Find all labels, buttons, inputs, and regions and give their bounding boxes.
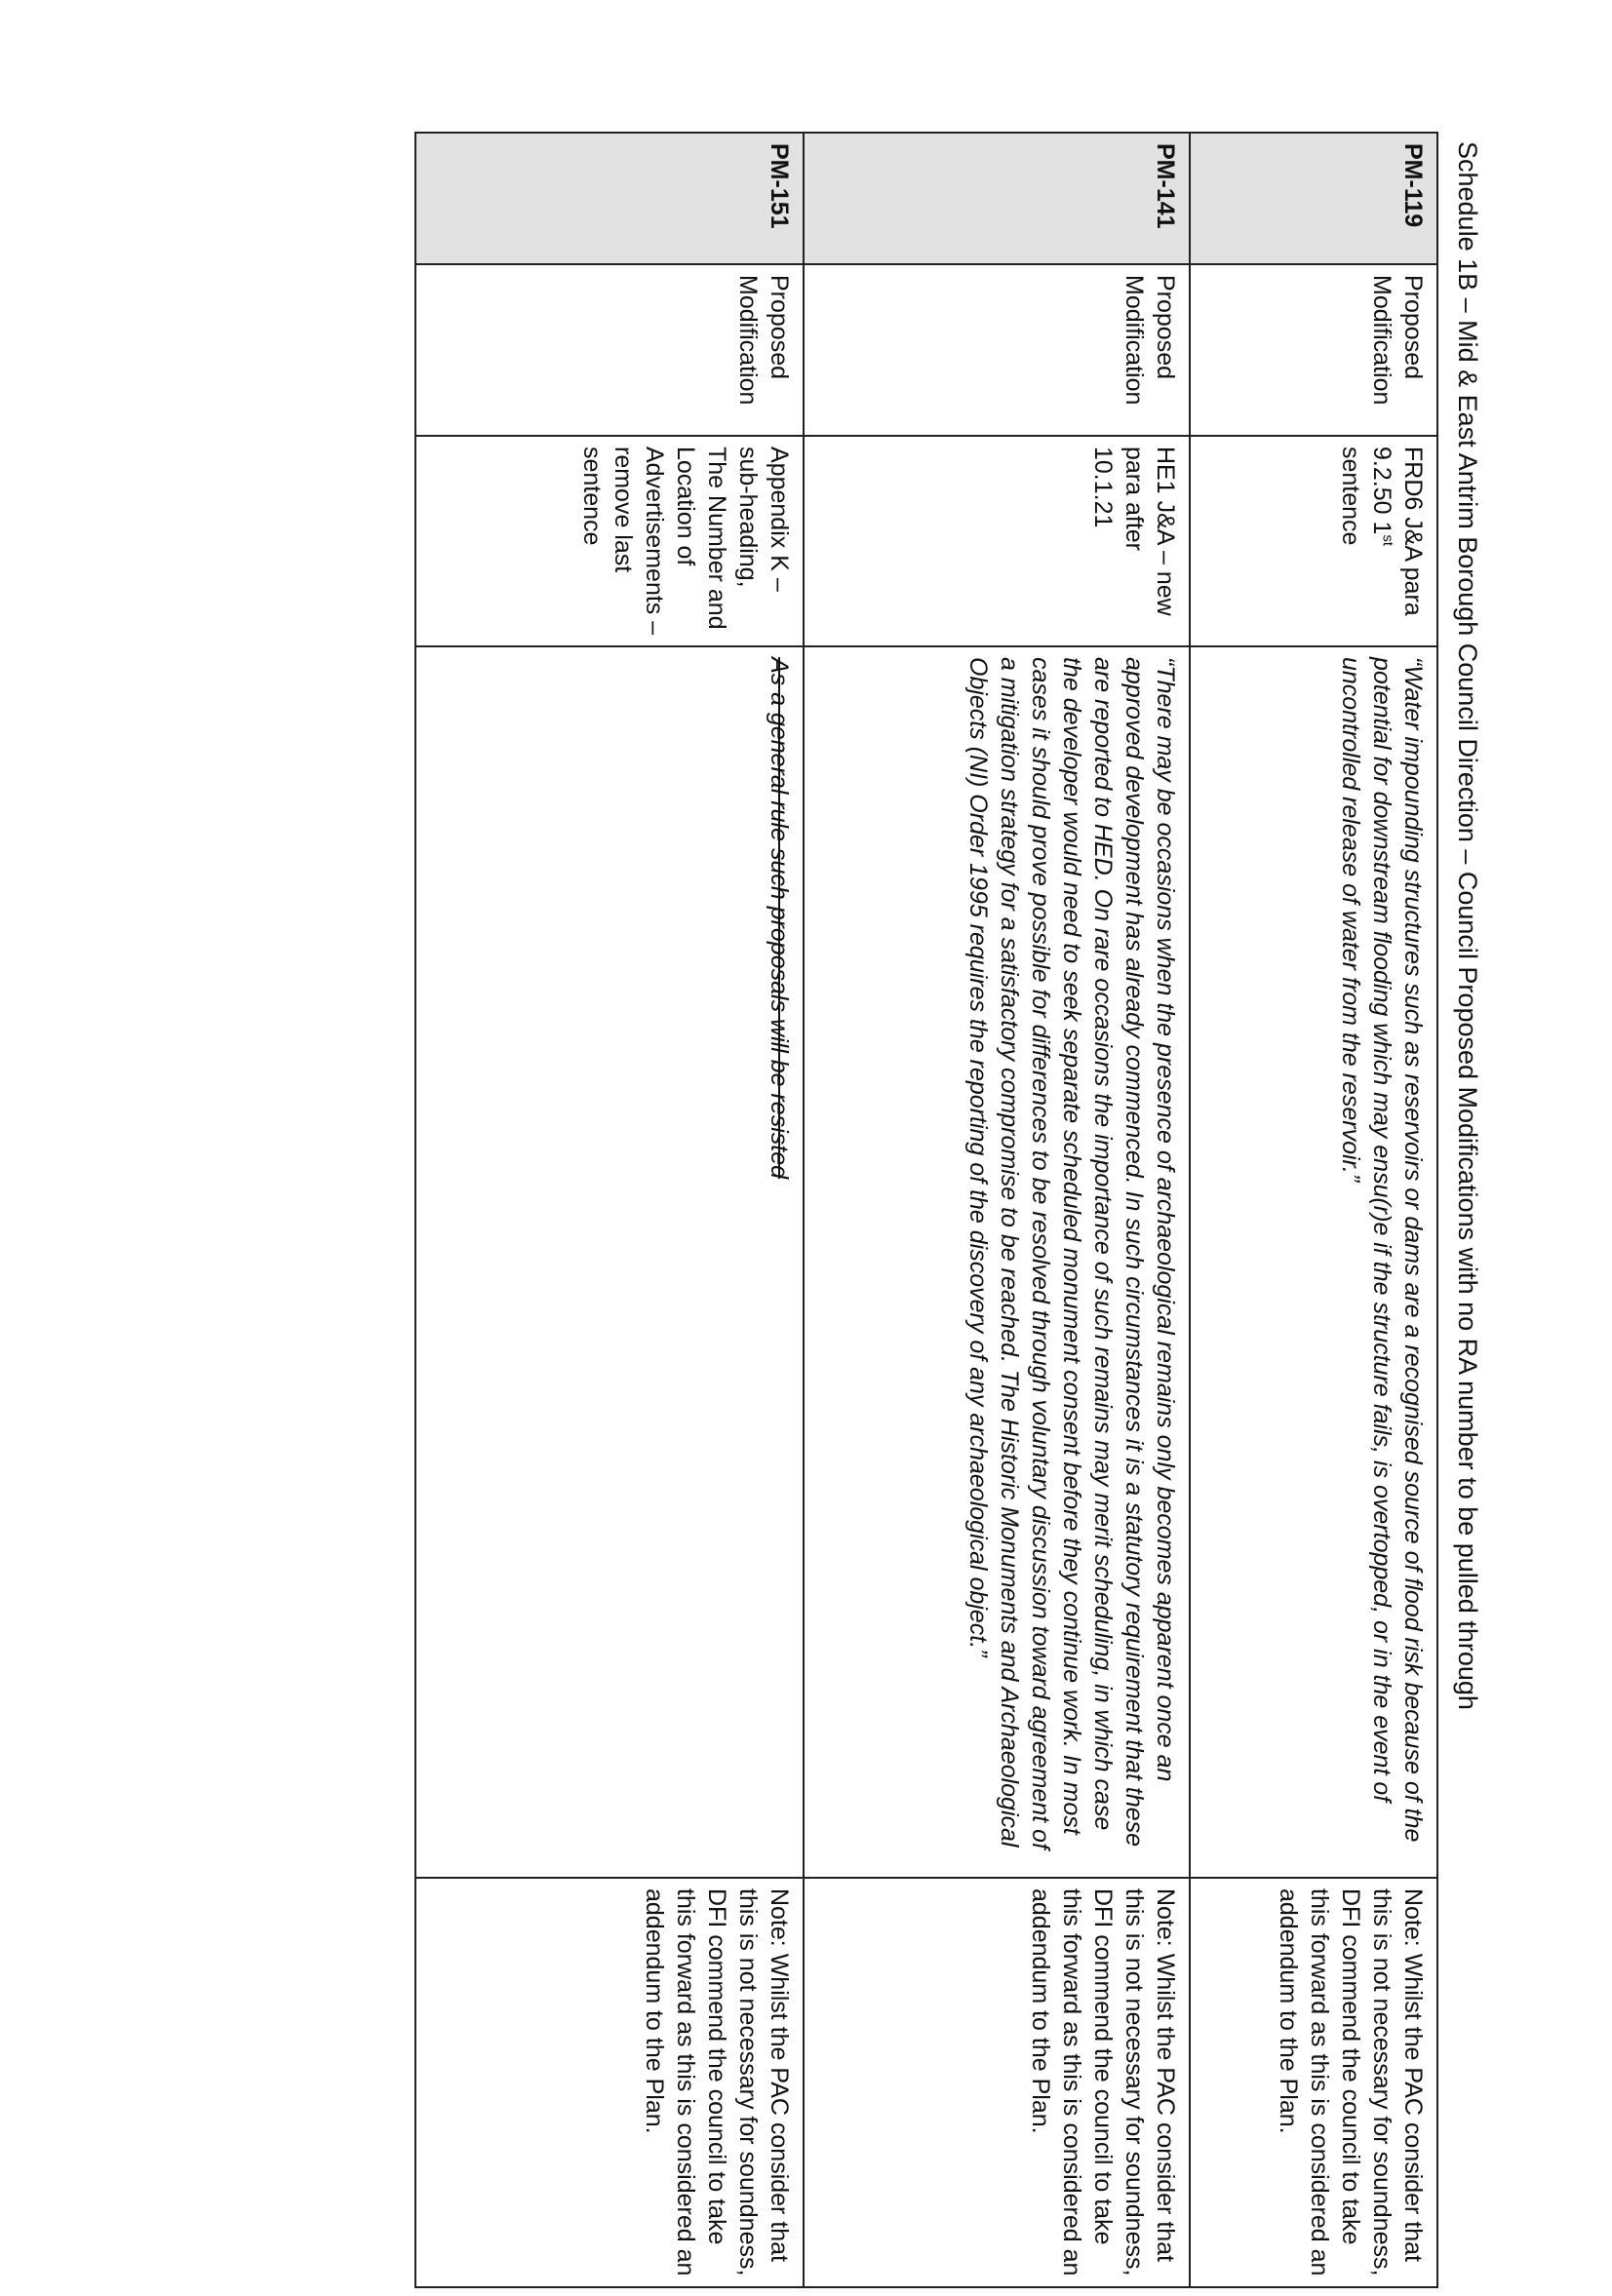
modification-type: Proposed Modification <box>415 264 804 436</box>
modification-ref: PM-141 <box>804 133 1190 264</box>
modification-note: Note: Whilst the PAC consider that this is not necessary for soundness, DFI commend the council to take this forward as this is considered an addendum to the Plan. <box>1190 1878 1437 2287</box>
modification-location: HE1 J&A – new para after 10.1.21 <box>804 436 1190 646</box>
modification-text <box>415 646 804 1878</box>
location-tail: sentence <box>1337 447 1364 546</box>
modification-type: Proposed Modification <box>804 264 1190 436</box>
modification-location <box>1190 436 1437 646</box>
table-row <box>415 133 804 2287</box>
modification-ref: PM-119 <box>1190 133 1437 264</box>
document-title: Schedule 1B – Mid & East Antrim Borough Council Direction – Council Proposed Modifications with no RA number to be pulled through <box>1453 141 1482 1710</box>
modification-note: Note: Whilst the PAC consider that this is not necessary for soundness, DFI commend the council to take this forward as this is considered an addendum to the Plan. <box>804 1878 1190 2287</box>
modification-ref: PM-151 <box>415 133 804 264</box>
modification-location: Appendix K – sub-heading, The Number and Location of Advertisements – remove last sentence <box>415 436 804 646</box>
location-text: FRD6 J&A para 9.2.50 1 <box>1368 447 1427 616</box>
modification-note: Note: Whilst the PAC consider that this is not necessary for soundness, DFI commend the council to take this forward as this is considered an addendum to the Plan. <box>415 1878 804 2287</box>
struck-text: As a general rule such proposals will be resisted <box>766 657 793 1179</box>
table-row <box>1190 133 1437 2287</box>
modification-text: “There may be occasions when the presence of archaeological remains only becomes apparent once an approved development has already commenced. In such circumstances it is a statutory requirement that these are reported to HED. On rare occasions the importance of such remains may merit scheduling, in which case the developer would need to seek separate scheduled monument consent before they continue work. In most cases it should prove possible for differences to be resolved through voluntary discussion toward agreement of a mitigation strategy for a satisfactory compromise to be reached. The Historic Monuments and Archaeological Objects (NI) Order 1995 requires the reporting of the discovery of any archaeological object.” <box>804 646 1190 1878</box>
modification-type: Proposed Modification <box>1190 264 1437 436</box>
modification-text: “Water impounding structures such as reservoirs or dams are a recognised source of flood risk because of the potential for downstream flooding which may ensu(r)e if the structure fails, is overtopped, or in the event of uncontrolled release of water from the reservoir.” <box>1190 646 1437 1878</box>
table-row <box>804 133 1190 2287</box>
location-superscript: st <box>1379 534 1396 547</box>
modifications-table <box>414 132 1438 2288</box>
rotated-document-page <box>10 132 1492 2296</box>
